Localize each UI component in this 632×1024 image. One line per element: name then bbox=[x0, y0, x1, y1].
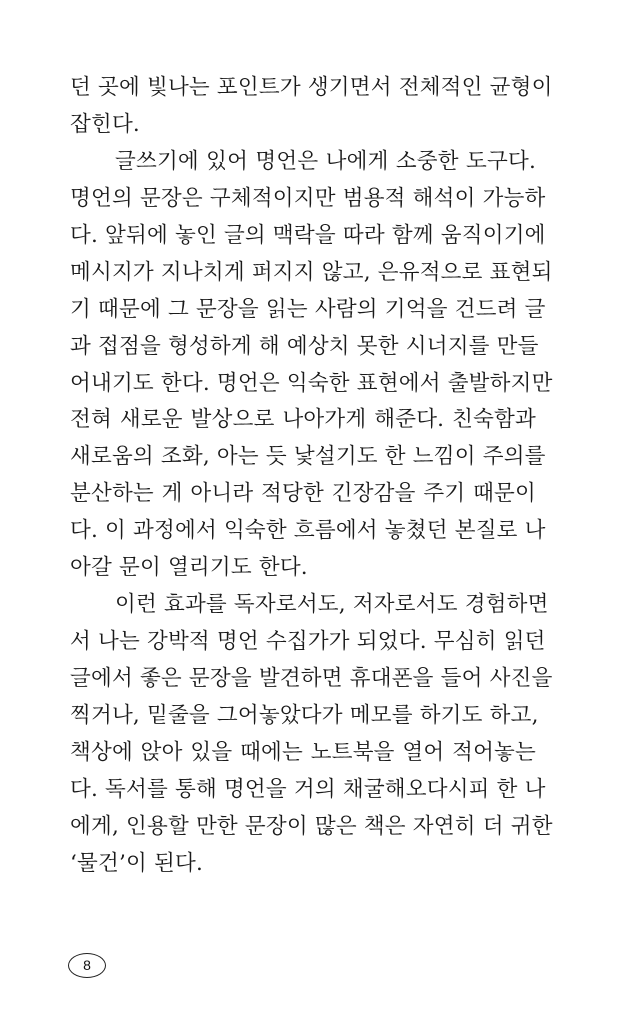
text-line: 잡힌다. bbox=[70, 111, 140, 137]
text-line: 다. 독서를 통해 명언을 거의 채굴해오다시피 한 나 bbox=[70, 776, 546, 802]
page-number-badge: 8 bbox=[68, 953, 106, 978]
paragraph-2 bbox=[70, 144, 553, 587]
paragraph-1 bbox=[70, 70, 553, 144]
text-line: 찍거나, 밑줄을 그어놓았다가 메모를 하기도 하고, bbox=[70, 702, 539, 728]
text-line: 에게, 인용할 만한 문장이 많은 책은 자연히 더 귀한 bbox=[70, 813, 553, 839]
text-line: 아갈 문이 열리기도 한다. bbox=[70, 555, 308, 581]
text-line: 어내기도 한다. 명언은 익숙한 표현에서 출발하지만 bbox=[70, 370, 553, 396]
text-line: 글쓰기에 있어 명언은 나에게 소중한 도구다. bbox=[115, 148, 536, 174]
text-line: 이런 효과를 독자로서도, 저자로서도 경험하면 bbox=[115, 592, 549, 618]
text-line: 서 나는 강박적 명언 수집가가 되었다. 무심히 읽던 bbox=[70, 629, 546, 655]
paragraph-3 bbox=[70, 587, 553, 883]
body-text bbox=[70, 70, 553, 883]
text-line: 분산하는 게 아니라 적당한 긴장감을 주기 때문이 bbox=[70, 481, 536, 507]
text-line: 메시지가 지나치게 퍼지지 않고, 은유적으로 표현되 bbox=[70, 259, 553, 285]
text-line: 새로움의 조화, 아는 듯 낯설기도 한 느낌이 주의를 bbox=[70, 444, 546, 470]
text-line: 다. 앞뒤에 놓인 글의 맥락을 따라 함께 움직이기에 bbox=[70, 222, 546, 248]
text-line: ‘물건’이 된다. bbox=[70, 850, 203, 876]
text-line: 기 때문에 그 문장을 읽는 사람의 기억을 건드려 글 bbox=[70, 296, 546, 322]
text-line: 책상에 앉아 있을 때에는 노트북을 열어 적어놓는 bbox=[70, 739, 536, 765]
text-line: 전혀 새로운 발상으로 나아가게 해준다. 친숙함과 bbox=[70, 407, 536, 433]
text-line: 명언의 문장은 구체적이지만 범용적 해석이 가능하 bbox=[70, 185, 546, 211]
text-line: 과 접점을 형성하게 해 예상치 못한 시너지를 만들 bbox=[70, 333, 539, 359]
text-line: 글에서 좋은 문장을 발견하면 휴대폰을 들어 사진을 bbox=[70, 666, 553, 691]
text-line: 다. 이 과정에서 익숙한 흐름에서 놓쳤던 본질로 나 bbox=[70, 518, 546, 544]
text-line: 던 곳에 빛나는 포인트가 생기면서 전체적인 균형이 bbox=[70, 75, 553, 100]
